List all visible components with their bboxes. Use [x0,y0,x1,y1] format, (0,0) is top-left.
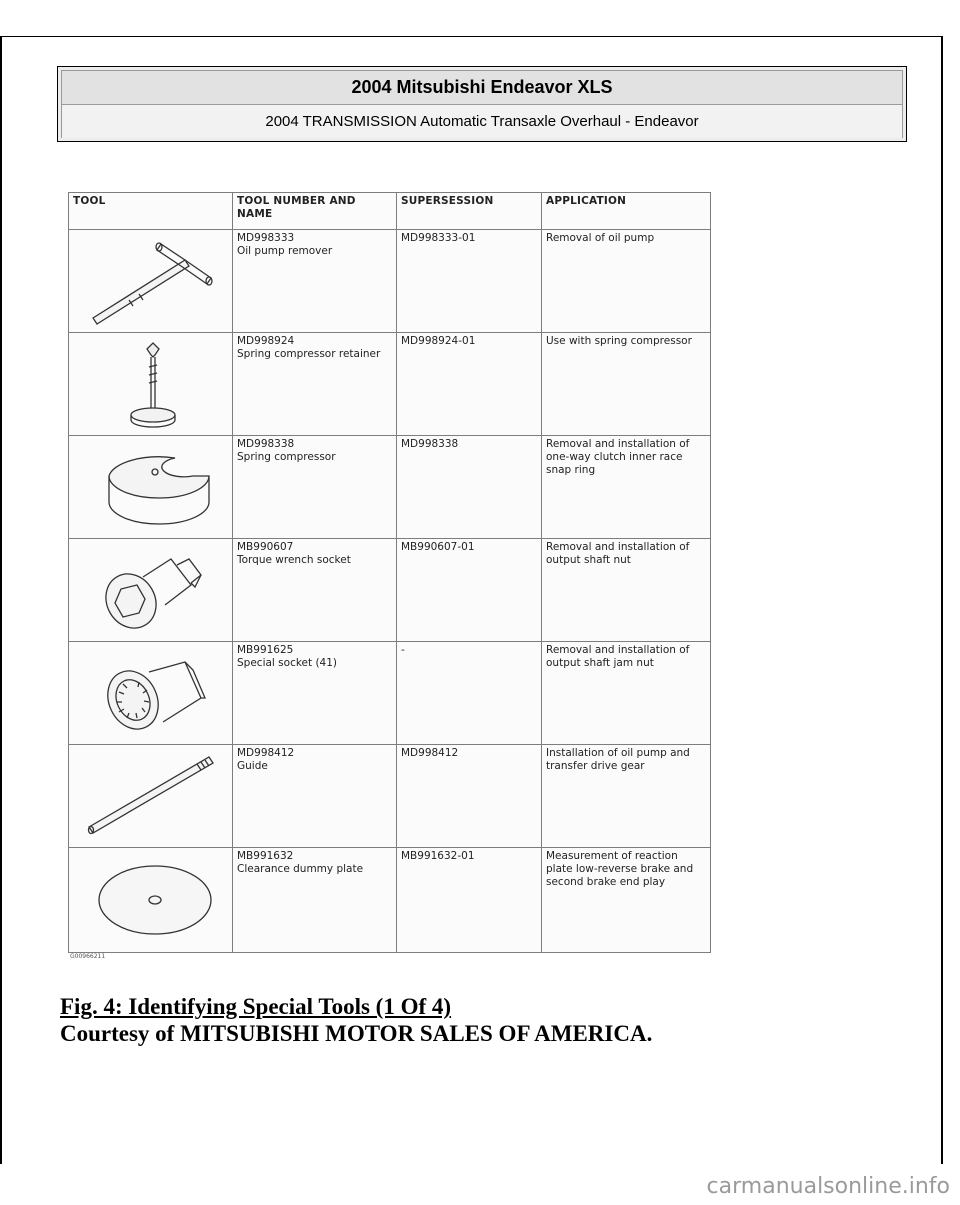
application-cell: Installation of oil pump and transfer drive gear [542,745,711,848]
supersession-cell: MD998924-01 [397,333,542,436]
supersession-cell: MD998338 [397,436,542,539]
table-header-row [69,193,711,230]
supersession-cell: MB991632-01 [397,848,542,953]
tool-image-cell [69,848,233,953]
supersession-cell: MD998412 [397,745,542,848]
tool-name: Torque wrench socket [237,554,351,566]
tool-name: Spring compressor [237,451,336,463]
tool-name: Clearance dummy plate [237,863,364,875]
tool-number: MB991632 [237,850,294,862]
tool-image-cell [69,230,233,333]
tool-number-and-name-cell [233,539,397,642]
special-socket-tool-icon [69,642,233,740]
figure-credit: Courtesy of MITSUBISHI MOTOR SALES OF AMERICA. [60,1021,653,1046]
spring-compressor-tool-icon [69,436,233,534]
column-header-tool: TOOL [69,193,233,230]
tool-number-and-name-cell [233,642,397,745]
document-header-inner [61,70,903,138]
tool-number: MD998412 [237,747,295,759]
tool-number: MB991625 [237,644,294,656]
application-cell: Removal and installation of one-way clutch inner race snap ring [542,436,711,539]
column-header-tool-number-and-name: TOOL NUMBER AND NAME [233,193,397,230]
tool-number: MD998333 [237,232,295,244]
column-header-supersession: SUPERSESSION [397,193,542,230]
figure-caption-link[interactable]: Fig. 4: Identifying Special Tools (1 Of 4) [60,994,452,1019]
column-header-application: APPLICATION [542,193,711,230]
tool-number: MD998338 [237,438,295,450]
figure-code: G00966211 [70,953,106,960]
watermark: carmanualsonline.info [706,1174,950,1199]
tool-number-and-name-cell [233,848,397,953]
tool-image-cell [69,539,233,642]
table-row [69,539,711,642]
application-cell: Removal and installation of output shaft nut [542,539,711,642]
application-cell: Use with spring compressor [542,333,711,436]
document-title: 2004 Mitsubishi Endeavor XLS [62,71,902,105]
tool-number-and-name-cell [233,230,397,333]
tool-image-cell [69,333,233,436]
tool-name: Guide [237,760,268,772]
supersession-cell: MB990607-01 [397,539,542,642]
table-row [69,436,711,539]
table-row [69,848,711,953]
document-header [57,66,907,142]
table-row [69,745,711,848]
guide-tool-icon [69,745,233,843]
torque-wrench-socket-tool-icon [69,539,233,637]
table-row [69,230,711,333]
application-cell: Measurement of reaction plate low-reverse brake and second brake end play [542,848,711,953]
document-subtitle: 2004 TRANSMISSION Automatic Transaxle Overhaul - Endeavor [62,105,902,138]
tool-name: Special socket (41) [237,657,338,669]
tool-number-and-name-cell [233,333,397,436]
table-row [69,642,711,745]
tool-name: Oil pump remover [237,245,333,257]
tool-name: Spring compressor retainer [237,348,381,360]
application-cell: Removal of oil pump [542,230,711,333]
tool-image-cell [69,745,233,848]
clearance-dummy-plate-tool-icon [69,848,233,946]
tool-number-and-name-cell [233,436,397,539]
tool-number: MD998924 [237,335,295,347]
tool-image-cell [69,642,233,745]
tool-number: MB990607 [237,541,294,553]
special-tools-table [68,192,711,953]
tool-image-cell [69,436,233,539]
application-cell: Removal and installation of output shaft jam nut [542,642,711,745]
supersession-cell: - [397,642,542,745]
oil-pump-remover-tool-icon [69,230,233,328]
spring-compressor-retainer-tool-icon [69,333,233,431]
supersession-cell: MD998333-01 [397,230,542,333]
tool-number-and-name-cell [233,745,397,848]
table-row [69,333,711,436]
